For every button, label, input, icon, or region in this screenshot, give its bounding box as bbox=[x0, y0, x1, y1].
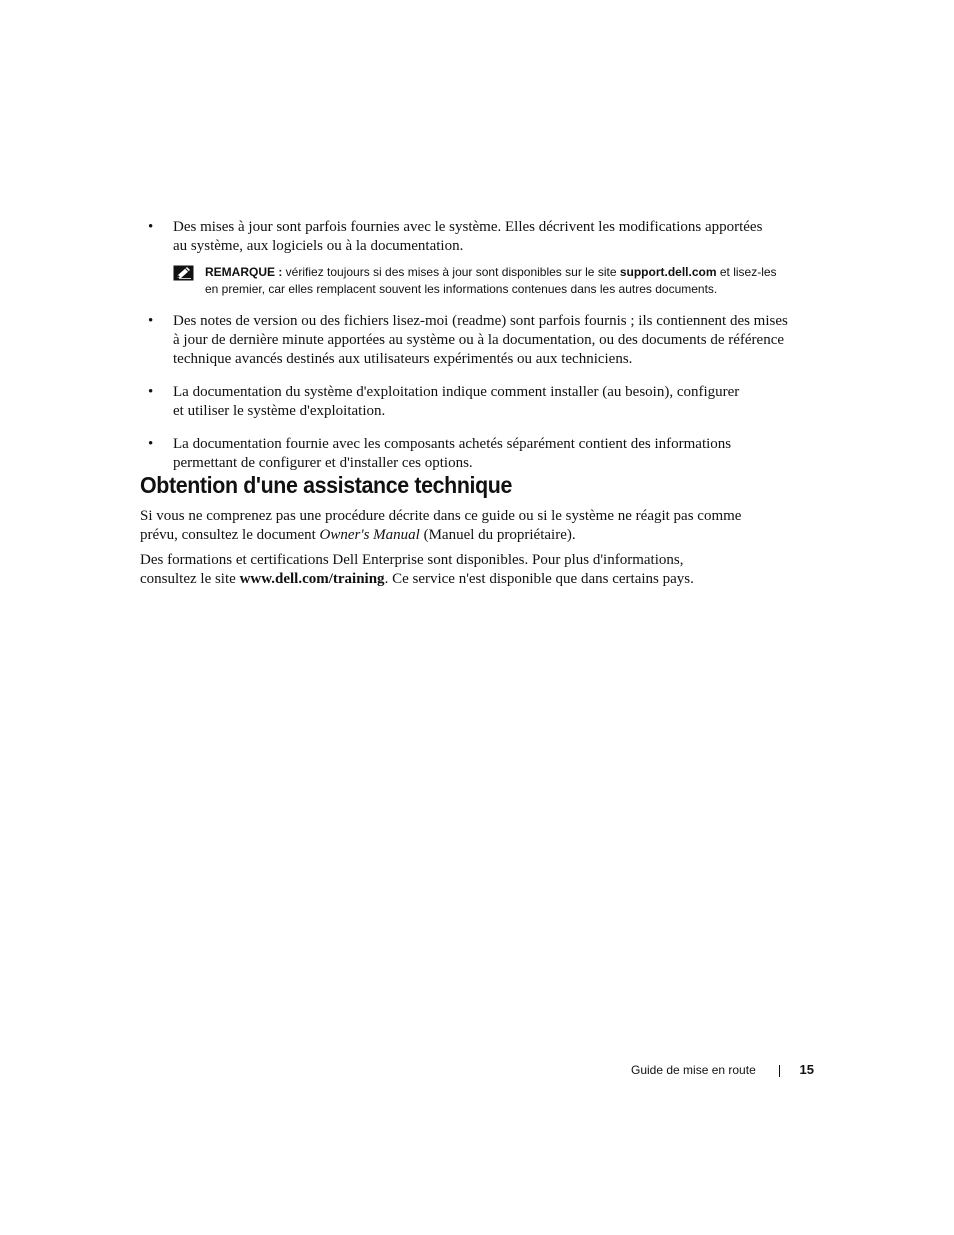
note-line-1 bbox=[205, 264, 830, 281]
list-item-line: Des mises à jour sont parfois fournies avec le système. Elles décrivent les modifications apportées bbox=[173, 219, 763, 235]
list-item bbox=[140, 218, 830, 256]
list-item-line: La documentation fournie avec les composants achetés séparément contient des informations bbox=[173, 436, 732, 452]
paragraph-line bbox=[140, 570, 830, 589]
note-text: et lisez-les bbox=[716, 265, 777, 279]
paragraph-text: prévu, consultez le document bbox=[140, 527, 320, 543]
list-item bbox=[140, 435, 830, 473]
bullet-mark: • bbox=[148, 219, 154, 235]
paragraph-line: Si vous ne comprenez pas une procédure décrite dans ce guide ou si le système ne réagit pas comme bbox=[140, 508, 742, 524]
list-item-line: et utiliser le système d'exploitation. bbox=[173, 403, 386, 419]
list-item-line: à jour de dernière minute apportées au système ou à la documentation, ou des documents de référence bbox=[173, 332, 785, 348]
page-number: 15 bbox=[799, 1062, 814, 1077]
list-item-line: technique avancés destinés aux utilisateurs expérimentés ou aux techniciens. bbox=[173, 351, 633, 367]
list-item-line: permettant de configurer et d'installer ces options. bbox=[173, 455, 473, 471]
bullet-mark: • bbox=[148, 313, 154, 329]
page-footer bbox=[600, 1061, 814, 1081]
paragraph-text: . Ce service n'est disponible que dans certains pays. bbox=[384, 571, 694, 587]
list-item-line: au système, aux logiciels ou à la documentation. bbox=[173, 238, 464, 254]
list-item-line: Des notes de version ou des fichiers lisez-moi (readme) sont parfois fournis ; ils contiennent des mises bbox=[173, 313, 788, 329]
note-line-2: en premier, car elles remplacent souvent les informations contenues dans les autres documents. bbox=[205, 282, 718, 296]
bullet-mark: • bbox=[148, 384, 154, 400]
note-text: vérifiez toujours si des mises à jour sont disponibles sur le site bbox=[282, 265, 620, 279]
list-item bbox=[140, 312, 830, 369]
paragraph-line: Des formations et certifications Dell Enterprise sont disponibles. Pour plus d'informations, bbox=[140, 552, 684, 568]
list-item-line: La documentation du système d'exploitation indique comment installer (au besoin), configurer bbox=[173, 384, 740, 400]
footer-title: Guide de mise en route bbox=[631, 1063, 756, 1077]
paragraph-text: (Manuel du propriétaire). bbox=[419, 527, 576, 543]
list-item bbox=[140, 383, 830, 421]
paragraph-training bbox=[140, 551, 830, 589]
footer-separator bbox=[779, 1065, 780, 1077]
paragraph-line bbox=[140, 526, 830, 545]
support-link[interactable]: support.dell.com bbox=[619, 265, 717, 279]
document-title: Owner's Manual bbox=[319, 527, 420, 543]
paragraph-assistance bbox=[140, 507, 830, 545]
bullet-mark: • bbox=[148, 436, 154, 452]
paragraph-text: consultez le site bbox=[140, 571, 240, 587]
bullet-list bbox=[140, 218, 830, 487]
note-label: REMARQUE : bbox=[205, 265, 283, 279]
pencil-note-icon bbox=[173, 265, 194, 281]
training-link[interactable]: www.dell.com/training bbox=[239, 571, 385, 587]
section-heading: Obtention d'une assistance technique bbox=[140, 472, 513, 498]
note-box bbox=[173, 264, 830, 298]
